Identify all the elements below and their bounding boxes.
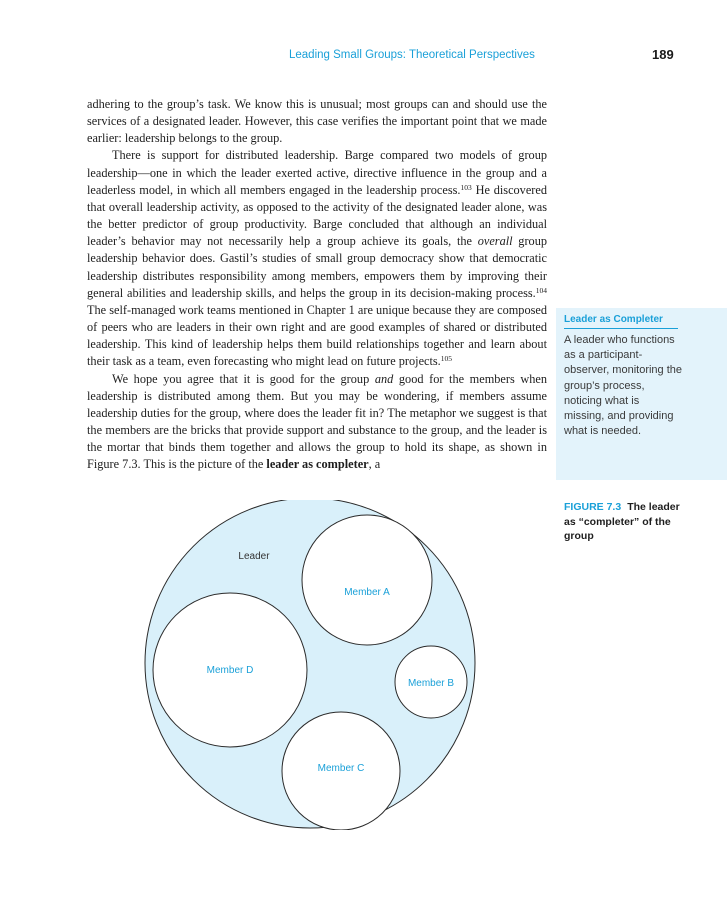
footnote-ref-105: 105 bbox=[440, 354, 453, 364]
leader-label: Leader bbox=[238, 551, 270, 562]
member-a-circle bbox=[302, 515, 432, 645]
figure-7-3 bbox=[140, 500, 485, 830]
paragraph-1 bbox=[87, 96, 547, 147]
paragraph-2-emphasis: overall bbox=[477, 234, 513, 249]
leader-completer-diagram bbox=[140, 500, 485, 830]
footnote-ref-104: 104 bbox=[535, 285, 547, 295]
page-number: 189 bbox=[652, 47, 674, 62]
member-b-label: Member B bbox=[407, 678, 455, 689]
paragraph-2-text-c: group leadership behavior does. Gastil’s studies of small group democracy show that democratic leadership distributes responsibility among members, empowers them by improving their general abilities and leadership skills, and helps the group in its decision-making process. bbox=[87, 234, 547, 300]
member-c-label: Member C bbox=[317, 763, 365, 774]
figure-caption-text: The leader as “completer” of the group bbox=[564, 501, 680, 542]
figure-number: FIGURE 7.3 bbox=[564, 501, 622, 513]
paragraph-3-text-a: We hope you agree that it is good for the group bbox=[112, 371, 375, 386]
paragraph-3 bbox=[87, 371, 547, 474]
paragraph-3-text-c: , a bbox=[368, 457, 381, 472]
footnote-ref-103: 103 bbox=[460, 182, 472, 192]
paragraph-1-text: adhering to the group’s task. We know this is unusual; most groups can and should use the services of a designated leader. However, this case verifies the important point that we made earlier: leadership belongs to the group. bbox=[87, 97, 547, 146]
member-a-label: Member A bbox=[344, 587, 390, 598]
paragraph-2-text-b: He discovered that overall leadership activity, as opposed to the activity of the designated leader alone, was the better predictor of group productivity. Barge concluded that although an individual leader’s behavior may not necessarily help a group achieve its goals, the bbox=[87, 182, 547, 249]
running-head: Leading Small Groups: Theoretical Perspectives bbox=[289, 49, 535, 61]
paragraph-3-text-b: good for the members when leadership is distributed among them. But you may be wondering, if members assume leadership duties for the group, where does the leader fit in? The metaphor we suggest is that the members are the bricks that provide support and substance to the group, and the leader is the mortar that binds them together and allows the group to hold its shape, as shown in Figure 7.3. This is the picture of the bbox=[87, 371, 547, 472]
paragraph-3-emphasis: and bbox=[374, 371, 394, 386]
body-text bbox=[87, 96, 547, 473]
margin-term: Leader as Completer bbox=[564, 314, 678, 329]
member-d-label: Member D bbox=[206, 665, 254, 676]
figure-caption bbox=[564, 500, 694, 544]
paragraph-2 bbox=[87, 147, 547, 370]
margin-definition: A leader who functions as a participant-observer, monitoring the group’s process, noticing what is missing, and providing what is needed. bbox=[564, 334, 683, 438]
paragraph-2-text-a: There is support for distributed leadership. Barge compared two models of group leadership—one in which the leader exerted active, directive influence in the group and a leaderless model, in which all members engaged in the leadership process. bbox=[87, 148, 547, 197]
paragraph-2-text-d: The self-managed work teams mentioned in Chapter 1 are unique because they are composed of peers who are leaders in their own right and are good examples of shared or distributed leadership. This kind of leadership helps them build relationships together and learn about their task as a team, even forecasting who might lead on future projects. bbox=[87, 302, 547, 369]
key-term-leader-as-completer: leader as completer bbox=[266, 457, 369, 472]
